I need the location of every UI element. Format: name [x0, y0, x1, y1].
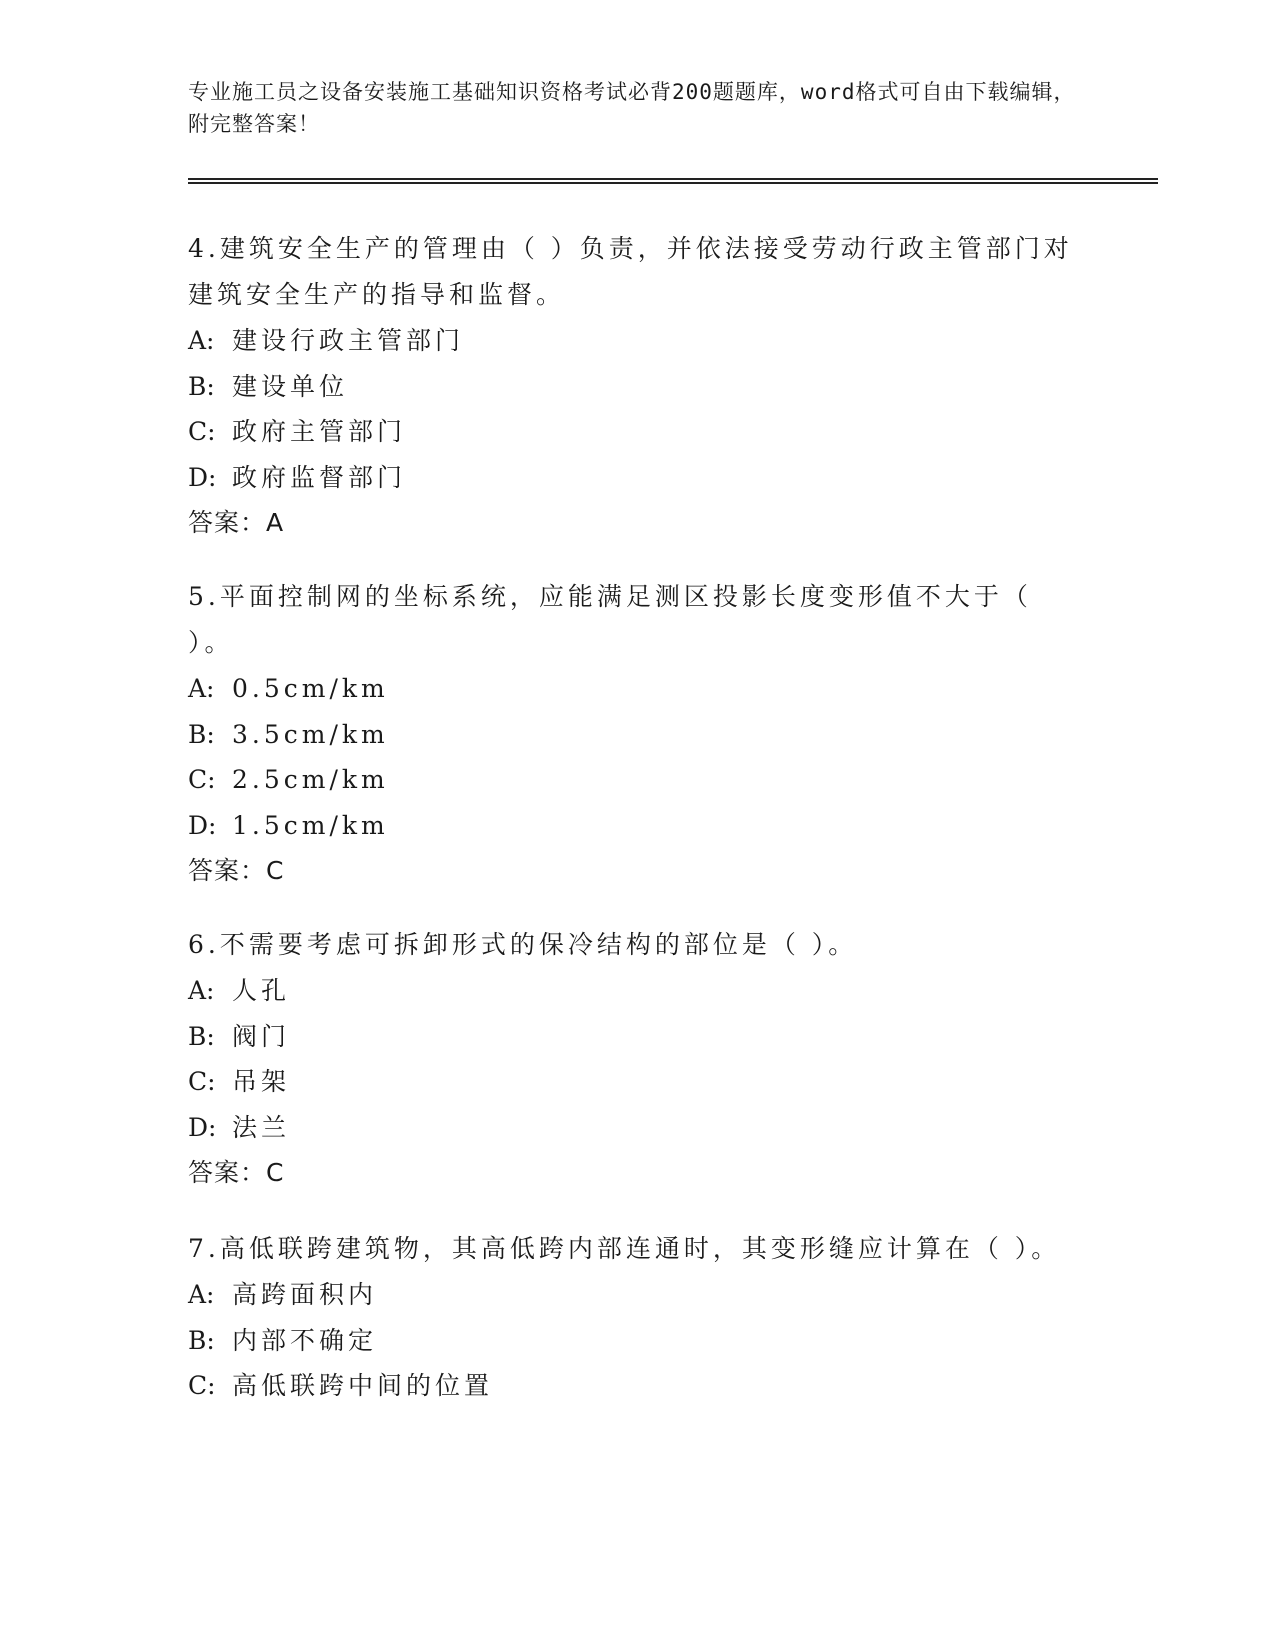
option-letter: D: [188, 462, 217, 492]
option-text: 法兰 [232, 1112, 291, 1142]
option-text: 高跨面积内 [232, 1280, 378, 1309]
option-letter: C: [188, 1371, 216, 1400]
option-letter: C: [188, 1067, 216, 1096]
question-stem: 7.高低联跨建筑物，其高低跨内部连通时，其变形缝应计算在（ ）。 [188, 1234, 1061, 1263]
option-letter: A: [188, 1280, 215, 1309]
option-text: 2.5cm/km [232, 765, 389, 794]
option-d [188, 803, 1088, 849]
answer: 答案：A [188, 508, 285, 537]
option-text: 1.5cm/km [232, 810, 389, 840]
option-d [188, 455, 1088, 501]
question-stem: 6.不需要考虑可拆卸形式的保冷结构的部位是（ ）。 [188, 930, 858, 959]
header-divider [188, 178, 1158, 184]
option-c [188, 1059, 1088, 1105]
question-stem: 5.平面控制网的坐标系统，应能满足测区投影长度变形值不大于（ ）。 [188, 582, 1032, 657]
option-letter: B: [188, 719, 215, 749]
option-text: 建设单位 [232, 371, 349, 401]
option-c [188, 757, 1088, 803]
option-a [188, 968, 1088, 1014]
question-6 [188, 922, 1088, 1196]
option-letter: C: [188, 417, 216, 446]
option-letter: D: [188, 810, 217, 840]
option-text: 阀门 [232, 1021, 291, 1051]
option-b [188, 712, 1088, 758]
option-c [188, 409, 1088, 455]
document-header: 专业施工员之设备安装施工基础知识资格考试必背200题题库，word格式可自由下载编辑，附完整答案！ [188, 80, 1076, 136]
option-text: 0.5cm/km [232, 674, 389, 703]
option-text: 政府主管部门 [232, 417, 407, 446]
option-b [188, 364, 1088, 410]
option-d [188, 1105, 1088, 1151]
option-letter: A: [188, 976, 215, 1005]
option-text: 人孔 [232, 976, 291, 1005]
question-stem: 4.建筑安全生产的管理由（ ）负责，并依法接受劳动行政主管部门对建筑安全生产的指导和监督。 [188, 234, 1073, 309]
option-a [188, 666, 1088, 712]
option-letter: B: [188, 1325, 215, 1355]
option-text: 建设行政主管部门 [232, 326, 465, 355]
option-letter: D: [188, 1112, 217, 1142]
answer: 答案：C [188, 856, 285, 885]
option-text: 政府监督部门 [232, 462, 407, 492]
option-text: 3.5cm/km [232, 719, 389, 749]
option-letter: B: [188, 371, 215, 401]
question-5 [188, 574, 1088, 894]
option-b [188, 1318, 1088, 1364]
option-a [188, 1272, 1088, 1318]
option-a [188, 318, 1088, 364]
option-c [188, 1363, 1088, 1409]
answer: 答案：C [188, 1158, 285, 1187]
option-b [188, 1014, 1088, 1060]
option-text: 高低联跨中间的位置 [232, 1371, 494, 1400]
option-letter: C: [188, 765, 216, 794]
option-text: 吊架 [232, 1067, 291, 1096]
option-text: 内部不确定 [232, 1325, 378, 1355]
question-4 [188, 226, 1088, 546]
question-7 [188, 1226, 1088, 1409]
option-letter: A: [188, 326, 215, 355]
option-letter: A: [188, 674, 215, 703]
option-letter: B: [188, 1021, 215, 1051]
